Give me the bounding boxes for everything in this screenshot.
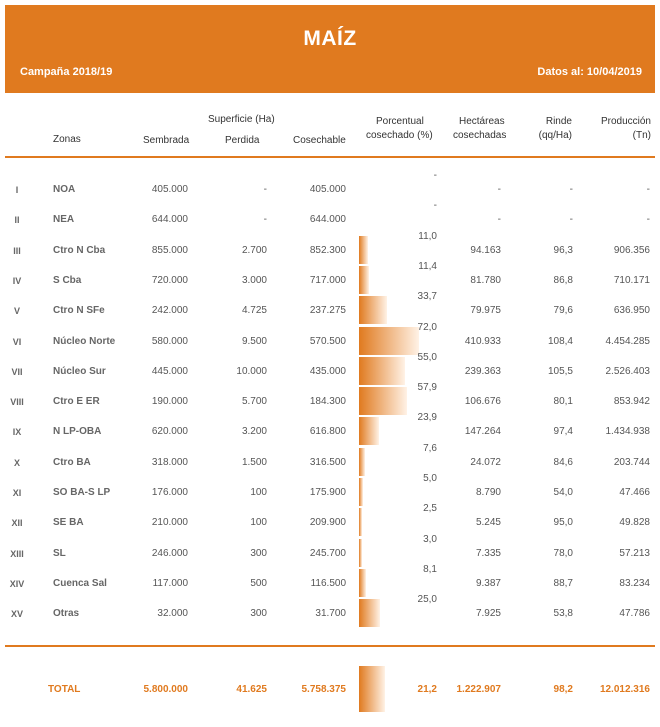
hectareas-value: 8.790 <box>475 487 501 498</box>
cosechable-value: 435.000 <box>309 366 346 377</box>
sembrada-value: 580.000 <box>151 336 188 347</box>
zone-number: V <box>13 306 20 316</box>
rinde-value: 95,0 <box>553 517 573 528</box>
cosechable-value: 852.300 <box>309 245 346 256</box>
perdida-value: - <box>263 184 267 195</box>
pct-bar <box>359 569 366 597</box>
pct-value: 11,4 <box>418 261 437 272</box>
zone-name: NOA <box>53 184 76 195</box>
rinde-value: 96,3 <box>553 245 573 256</box>
pct-value: 55,0 <box>417 352 437 363</box>
hectareas-value: 7.335 <box>475 548 501 559</box>
hectareas-value: 7.925 <box>475 608 501 619</box>
pct-value: 8,1 <box>423 564 437 575</box>
col-sembrada: Sembrada <box>143 135 190 146</box>
sembrada-value: 405.000 <box>151 184 188 195</box>
hectareas-value: 239.363 <box>464 366 501 377</box>
zone-number: XIV <box>9 579 25 589</box>
pct-value: - <box>433 200 437 211</box>
pct-bar <box>359 478 363 506</box>
pct-bar <box>359 599 380 627</box>
total-hectareas: 1.222.907 <box>456 684 501 695</box>
zone-name: S Cba <box>53 275 82 286</box>
perdida-value: 100 <box>250 517 267 528</box>
pct-bar <box>359 448 365 476</box>
cosechable-value: 570.500 <box>309 336 346 347</box>
perdida-value: 3.000 <box>241 275 267 286</box>
pct-bar <box>359 508 362 536</box>
pct-bar <box>359 357 405 385</box>
rinde-value: - <box>569 184 573 195</box>
zone-number: VI <box>12 337 22 347</box>
zone-number: XV <box>10 609 23 619</box>
rinde-value: 108,4 <box>547 336 573 347</box>
col-superficie: Superficie (Ha) <box>208 114 275 125</box>
pct-value: 7,6 <box>423 443 437 454</box>
pct-value: 5,0 <box>423 473 437 484</box>
sembrada-value: 190.000 <box>151 396 188 407</box>
zone-name: Otras <box>53 608 80 619</box>
zone-name: Ctro N SFe <box>53 305 105 316</box>
sembrada-value: 242.000 <box>151 305 188 316</box>
sembrada-value: 210.000 <box>151 517 188 528</box>
cosechable-value: 245.700 <box>309 548 346 559</box>
perdida-value: 100 <box>250 487 267 498</box>
pct-bar <box>359 296 387 324</box>
rinde-value: 86,8 <box>553 275 573 286</box>
col-rinde-1: Rinde <box>545 116 572 127</box>
perdida-value: 500 <box>250 578 267 589</box>
zone-number: III <box>13 246 21 256</box>
perdida-value: - <box>263 214 267 225</box>
hectareas-value: 147.264 <box>464 426 501 437</box>
total-sembrada: 5.800.000 <box>143 684 188 695</box>
page-title: MAÍZ <box>303 27 357 50</box>
header-separator <box>5 156 655 158</box>
pct-bar <box>359 327 419 355</box>
total-cosechable: 5.758.375 <box>301 684 346 695</box>
zone-number: XI <box>12 488 22 498</box>
cosechable-value: 717.000 <box>309 275 346 286</box>
rinde-value: 78,0 <box>553 548 573 559</box>
rinde-value: 84,6 <box>553 457 573 468</box>
sembrada-value: 644.000 <box>151 214 188 225</box>
sembrada-value: 445.000 <box>151 366 188 377</box>
sembrada-value: 117.000 <box>152 578 188 589</box>
pct-value: 11,0 <box>418 231 437 242</box>
cosechable-value: 184.300 <box>309 396 346 407</box>
pct-value: 72,0 <box>417 322 437 333</box>
produccion-value: 203.744 <box>613 457 650 468</box>
pct-value: 33,7 <box>417 291 437 302</box>
cosechable-value: 31.700 <box>315 608 346 619</box>
total-pct: 21,2 <box>417 684 437 695</box>
sembrada-value: 620.000 <box>151 426 188 437</box>
produccion-value: - <box>646 214 650 225</box>
total-rinde: 98,2 <box>553 684 573 695</box>
zone-name: Cuenca Sal <box>53 578 107 589</box>
total-separator <box>5 645 655 647</box>
cosechable-value: 316.500 <box>309 457 346 468</box>
hectareas-value: 24.072 <box>470 457 501 468</box>
col-perdida: Perdida <box>225 135 260 146</box>
perdida-value: 10.000 <box>236 366 267 377</box>
produccion-value: 47.786 <box>619 608 650 619</box>
zone-number: VIII <box>10 397 24 407</box>
hectareas-value: - <box>497 184 501 195</box>
produccion-value: 4.454.285 <box>605 336 650 347</box>
zone-name: SL <box>53 548 66 559</box>
perdida-value: 300 <box>250 608 267 619</box>
rinde-value: 105,5 <box>547 366 573 377</box>
hectareas-value: 410.933 <box>464 336 501 347</box>
col-hectareas-1: Hectáreas <box>459 116 505 127</box>
produccion-value: 1.434.938 <box>605 426 650 437</box>
rinde-value: 53,8 <box>553 608 573 619</box>
produccion-value: 49.828 <box>619 517 650 528</box>
hectareas-value: 106.676 <box>464 396 501 407</box>
pct-value: - <box>433 170 437 181</box>
rinde-value: 54,0 <box>553 487 573 498</box>
cosechable-value: 616.800 <box>309 426 346 437</box>
produccion-value: 853.942 <box>613 396 650 407</box>
zone-number: II <box>14 215 20 225</box>
pct-value: 25,0 <box>417 594 437 605</box>
col-rinde-2: (qq/Ha) <box>538 130 572 141</box>
col-hectareas-2: cosechadas <box>453 130 507 141</box>
zone-number: IX <box>12 427 22 437</box>
perdida-value: 3.200 <box>241 426 267 437</box>
zone-name: Ctro N Cba <box>53 245 106 256</box>
total-label: TOTAL <box>48 684 81 695</box>
cosechable-value: 116.500 <box>310 578 346 589</box>
perdida-value: 2.700 <box>241 245 267 256</box>
zone-number: IV <box>12 276 22 286</box>
zone-number: XIII <box>10 549 24 559</box>
col-produccion-1: Producción <box>600 116 651 127</box>
zone-name: NEA <box>53 214 75 225</box>
perdida-value: 5.700 <box>241 396 267 407</box>
produccion-value: 2.526.403 <box>605 366 650 377</box>
zone-number: I <box>15 185 19 195</box>
hectareas-value: 9.387 <box>475 578 501 589</box>
rinde-value: - <box>569 214 573 225</box>
total-perdida: 41.625 <box>236 684 267 695</box>
pct-bar <box>359 417 379 445</box>
hectareas-value: 5.245 <box>475 517 501 528</box>
pct-value: 57,9 <box>417 382 437 393</box>
total-produccion: 12.012.316 <box>599 684 650 695</box>
pct-bar <box>359 266 369 294</box>
campaign-label: Campaña 2018/19 <box>20 66 113 78</box>
zone-name: Ctro BA <box>53 457 91 468</box>
cosechable-value: 405.000 <box>309 184 346 195</box>
zone-name: Ctro E ER <box>53 396 100 407</box>
perdida-value: 1.500 <box>241 457 267 468</box>
col-porcentual-1: Porcentual <box>376 116 424 127</box>
hectareas-value: 94.163 <box>470 245 501 256</box>
sembrada-value: 720.000 <box>151 275 188 286</box>
produccion-value: 906.356 <box>613 245 650 256</box>
rinde-value: 80,1 <box>553 396 573 407</box>
pct-bar <box>359 236 368 264</box>
total-pct-bar <box>359 666 385 712</box>
produccion-value: 83.234 <box>619 578 650 589</box>
sembrada-value: 176.000 <box>151 487 188 498</box>
sembrada-value: 855.000 <box>151 245 188 256</box>
cosechable-value: 175.900 <box>309 487 346 498</box>
hectareas-value: 79.975 <box>470 305 501 316</box>
cosechable-value: 237.275 <box>309 305 346 316</box>
zone-number: XII <box>11 518 23 528</box>
col-zonas: Zonas <box>53 134 81 145</box>
hectareas-value: 81.780 <box>470 275 501 286</box>
cosechable-value: 644.000 <box>309 214 346 225</box>
produccion-value: 710.171 <box>613 275 650 286</box>
col-cosechable: Cosechable <box>293 135 346 146</box>
perdida-value: 300 <box>250 548 267 559</box>
zone-name: Núcleo Sur <box>53 366 106 377</box>
produccion-value: 47.466 <box>619 487 650 498</box>
zone-name: N LP-OBA <box>53 426 102 437</box>
sembrada-value: 318.000 <box>151 457 188 468</box>
zone-name: SE BA <box>53 517 84 528</box>
produccion-value: 57.213 <box>619 548 650 559</box>
report-header <box>5 5 655 93</box>
perdida-value: 4.725 <box>241 305 267 316</box>
zone-name: SO BA-S LP <box>53 487 111 498</box>
data-date-label: Datos al: 10/04/2019 <box>537 66 642 78</box>
sembrada-value: 32.000 <box>157 608 188 619</box>
sembrada-value: 246.000 <box>151 548 188 559</box>
hectareas-value: - <box>497 214 501 225</box>
zone-number: VII <box>11 367 23 377</box>
rinde-value: 79,6 <box>553 305 573 316</box>
perdida-value: 9.500 <box>241 336 267 347</box>
col-produccion-2: (Tn) <box>632 130 651 141</box>
rinde-value: 88,7 <box>553 578 573 589</box>
pct-value: 2,5 <box>423 503 437 514</box>
pct-value: 23,9 <box>417 412 437 423</box>
col-porcentual-2: cosechado (%) <box>366 130 433 141</box>
pct-bar <box>359 539 362 567</box>
zone-name: Núcleo Norte <box>53 336 116 347</box>
produccion-value: 636.950 <box>613 305 650 316</box>
produccion-value: - <box>646 184 650 195</box>
zone-number: X <box>13 458 20 468</box>
pct-value: 3,0 <box>423 534 437 545</box>
cosechable-value: 209.900 <box>309 517 346 528</box>
rinde-value: 97,4 <box>553 426 573 437</box>
pct-bar <box>359 387 407 415</box>
